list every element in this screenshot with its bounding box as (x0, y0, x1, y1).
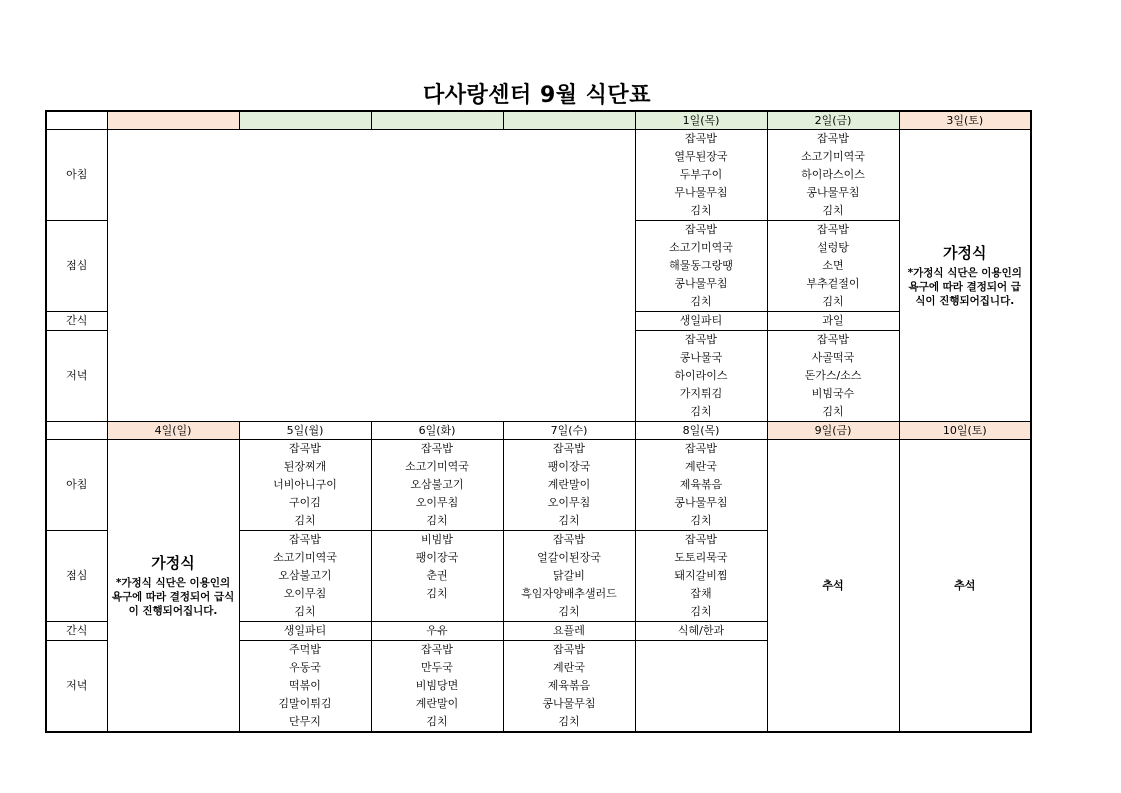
menu-cell (371, 641, 503, 733)
menu-item: 하이라스이스 (801, 168, 865, 181)
menu-table (45, 110, 1032, 733)
menu-item: 콩나물무침 (674, 277, 728, 290)
home-meal-title: 가정식 (151, 554, 195, 572)
meal-label-lunch: 점심 (46, 221, 107, 312)
menu-item: 콩나물무침 (674, 496, 728, 509)
menu-item: 잡곡밥 (817, 333, 849, 346)
menu-item: 잡곡밥 (685, 333, 717, 346)
holiday-cell: 추석 (899, 440, 1031, 733)
menu-item: 팽이장국 (547, 460, 591, 473)
menu-item: 설렁탕 (817, 241, 849, 254)
menu-item: 돈가스/소스 (804, 369, 862, 382)
menu-item: 김치 (690, 405, 712, 418)
date-header (107, 111, 239, 130)
snack-cell: 우유 (371, 622, 503, 641)
menu-item: 잡곡밥 (421, 442, 453, 455)
menu-item: 잡곡밥 (685, 533, 717, 546)
menu-item: 김치 (426, 715, 448, 728)
menu-item: 계란말이 (547, 478, 591, 491)
menu-item: 김치 (822, 295, 844, 308)
menu-item: 김치 (822, 405, 844, 418)
meal-label-snack: 간식 (46, 622, 107, 641)
menu-item: 잡곡밥 (817, 132, 849, 145)
home-meal-cell (107, 440, 239, 733)
menu-item: 김치 (690, 204, 712, 217)
menu-item: 비빔밥 (421, 533, 453, 546)
menu-item: 얼갈이된장국 (537, 551, 601, 564)
date-header: 6일(화) (371, 422, 503, 440)
menu-item: 사골떡국 (811, 351, 855, 364)
menu-cell (635, 440, 767, 531)
menu-item: 만두국 (421, 661, 453, 674)
date-header: 8일(목) (635, 422, 767, 440)
meal-label-breakfast: 아침 (46, 130, 107, 221)
date-header (371, 111, 503, 130)
menu-item: 김치 (294, 605, 316, 618)
menu-item: 소고기미역국 (273, 551, 337, 564)
menu-item: 무나물무침 (674, 186, 728, 199)
week2-header-row (46, 422, 1031, 440)
menu-item: 김치 (426, 587, 448, 600)
snack-cell: 식혜/한과 (635, 622, 767, 641)
empty-days-block (107, 130, 635, 422)
menu-item: 구이김 (289, 496, 321, 509)
menu-item: 계란말이 (415, 697, 459, 710)
menu-item: 우동국 (289, 661, 321, 674)
menu-item: 하이라이스 (674, 369, 728, 382)
snack-cell: 과일 (767, 312, 899, 331)
menu-item: 잡곡밥 (553, 643, 585, 656)
menu-item: 김치 (558, 514, 580, 527)
menu-item: 가지튀김 (679, 387, 723, 400)
snack-cell: 생일파티 (239, 622, 371, 641)
menu-cell (767, 130, 899, 221)
menu-item: 두부구이 (679, 168, 723, 181)
menu-item: 잡곡밥 (289, 533, 321, 546)
menu-cell (371, 531, 503, 622)
menu-item: 계란국 (553, 661, 585, 674)
menu-cell (767, 331, 899, 422)
menu-item: 비빔국수 (811, 387, 855, 400)
date-header: 3일(토) (899, 111, 1031, 130)
menu-item: 잡곡밥 (817, 223, 849, 236)
menu-item: 잡곡밥 (685, 132, 717, 145)
menu-item: 잡곡밥 (553, 533, 585, 546)
home-meal-title: 가정식 (943, 244, 987, 262)
menu-cell (635, 130, 767, 221)
home-meal-note: *가정식 식단은 이용인의 욕구에 따라 결정되어 급식이 진행되어집니다. (111, 577, 235, 617)
menu-item: 제육볶음 (679, 478, 723, 491)
menu-item: 김치 (558, 715, 580, 728)
menu-item: 도토리묵국 (674, 551, 728, 564)
menu-cell (503, 641, 635, 733)
menu-cell (239, 641, 371, 733)
holiday-cell: 추석 (767, 440, 899, 733)
meal-label-lunch: 점심 (46, 531, 107, 622)
snack-cell: 요플레 (503, 622, 635, 641)
meal-label-snack: 간식 (46, 312, 107, 331)
menu-item: 비빔당면 (415, 679, 459, 692)
menu-item: 잡채 (690, 587, 712, 600)
menu-item: 흑임자양배추샐러드 (521, 587, 617, 600)
menu-item: 김치 (426, 514, 448, 527)
menu-item: 김치 (294, 514, 316, 527)
menu-item: 닭갈비 (553, 569, 585, 582)
home-meal-cell (899, 130, 1031, 422)
menu-item: 김치 (690, 605, 712, 618)
menu-item: 오이무침 (283, 587, 327, 600)
menu-item: 김치 (690, 514, 712, 527)
meal-label-breakfast: 아침 (46, 440, 107, 531)
menu-item: 주먹밥 (289, 643, 321, 656)
menu-item: 된장찌개 (283, 460, 327, 473)
menu-item: 김치 (822, 204, 844, 217)
snack-cell: 생일파티 (635, 312, 767, 331)
menu-item: 잡곡밥 (289, 442, 321, 455)
menu-item: 잡곡밥 (685, 442, 717, 455)
menu-item: 소고기미역국 (669, 241, 733, 254)
menu-cell (239, 531, 371, 622)
menu-item: 춘권 (426, 569, 448, 582)
week2-breakfast-row (46, 440, 1031, 531)
week1-breakfast-row (46, 130, 1031, 221)
menu-cell (503, 440, 635, 531)
menu-item: 계란국 (685, 460, 717, 473)
menu-item: 해물동그랑땡 (669, 259, 733, 272)
meal-label-dinner: 저녁 (46, 331, 107, 422)
menu-item: 소고기미역국 (405, 460, 469, 473)
menu-cell (635, 531, 767, 622)
menu-cell (635, 331, 767, 422)
menu-cell (635, 221, 767, 312)
menu-item: 부추겉절이 (806, 277, 860, 290)
menu-item: 팽이장국 (415, 551, 459, 564)
date-header: 4일(일) (107, 422, 239, 440)
date-header: 7일(수) (503, 422, 635, 440)
menu-item: 콩나물무침 (542, 697, 596, 710)
menu-cell (503, 531, 635, 622)
meal-label-dinner: 저녁 (46, 641, 107, 733)
menu-item: 오삼불고기 (410, 478, 464, 491)
date-header: 1일(목) (635, 111, 767, 130)
menu-item: 김치 (690, 295, 712, 308)
menu-cell (767, 221, 899, 312)
menu-item: 콩나물국 (679, 351, 723, 364)
menu-item: 제육볶음 (547, 679, 591, 692)
date-header (239, 111, 371, 130)
menu-item: 김말이튀김 (278, 697, 332, 710)
menu-item: 잡곡밥 (685, 223, 717, 236)
menu-item: 소고기미역국 (801, 150, 865, 163)
menu-item: 오이무침 (415, 496, 459, 509)
page-title: 다사랑센터 9월 식단표 (423, 83, 651, 108)
menu-item: 잡곡밥 (421, 643, 453, 656)
menu-item: 열무된장국 (674, 150, 728, 163)
menu-cell (239, 440, 371, 531)
menu-item: 잡곡밥 (553, 442, 585, 455)
home-meal-note: *가정식 식단은 이용인의 욕구에 따라 결정되어 급식이 진행되어집니다. (907, 267, 1022, 307)
corner-cell (46, 111, 107, 130)
menu-item: 콩나물무침 (806, 186, 860, 199)
empty-menu-cell (635, 641, 767, 733)
menu-item: 김치 (558, 605, 580, 618)
menu-item: 단무지 (289, 715, 321, 728)
corner-cell (46, 422, 107, 440)
date-header: 5일(월) (239, 422, 371, 440)
date-header (503, 111, 635, 130)
menu-item: 오이무침 (547, 496, 591, 509)
menu-item: 오삼불고기 (278, 569, 332, 582)
menu-item: 떡볶이 (289, 679, 321, 692)
date-header: 10일(토) (899, 422, 1031, 440)
date-header: 2일(금) (767, 111, 899, 130)
menu-item: 돼지갈비찜 (674, 569, 728, 582)
menu-cell (371, 440, 503, 531)
week1-header-row (46, 111, 1031, 130)
menu-item: 너비아니구이 (273, 478, 337, 491)
menu-item: 소면 (822, 259, 844, 272)
date-header: 9일(금) (767, 422, 899, 440)
